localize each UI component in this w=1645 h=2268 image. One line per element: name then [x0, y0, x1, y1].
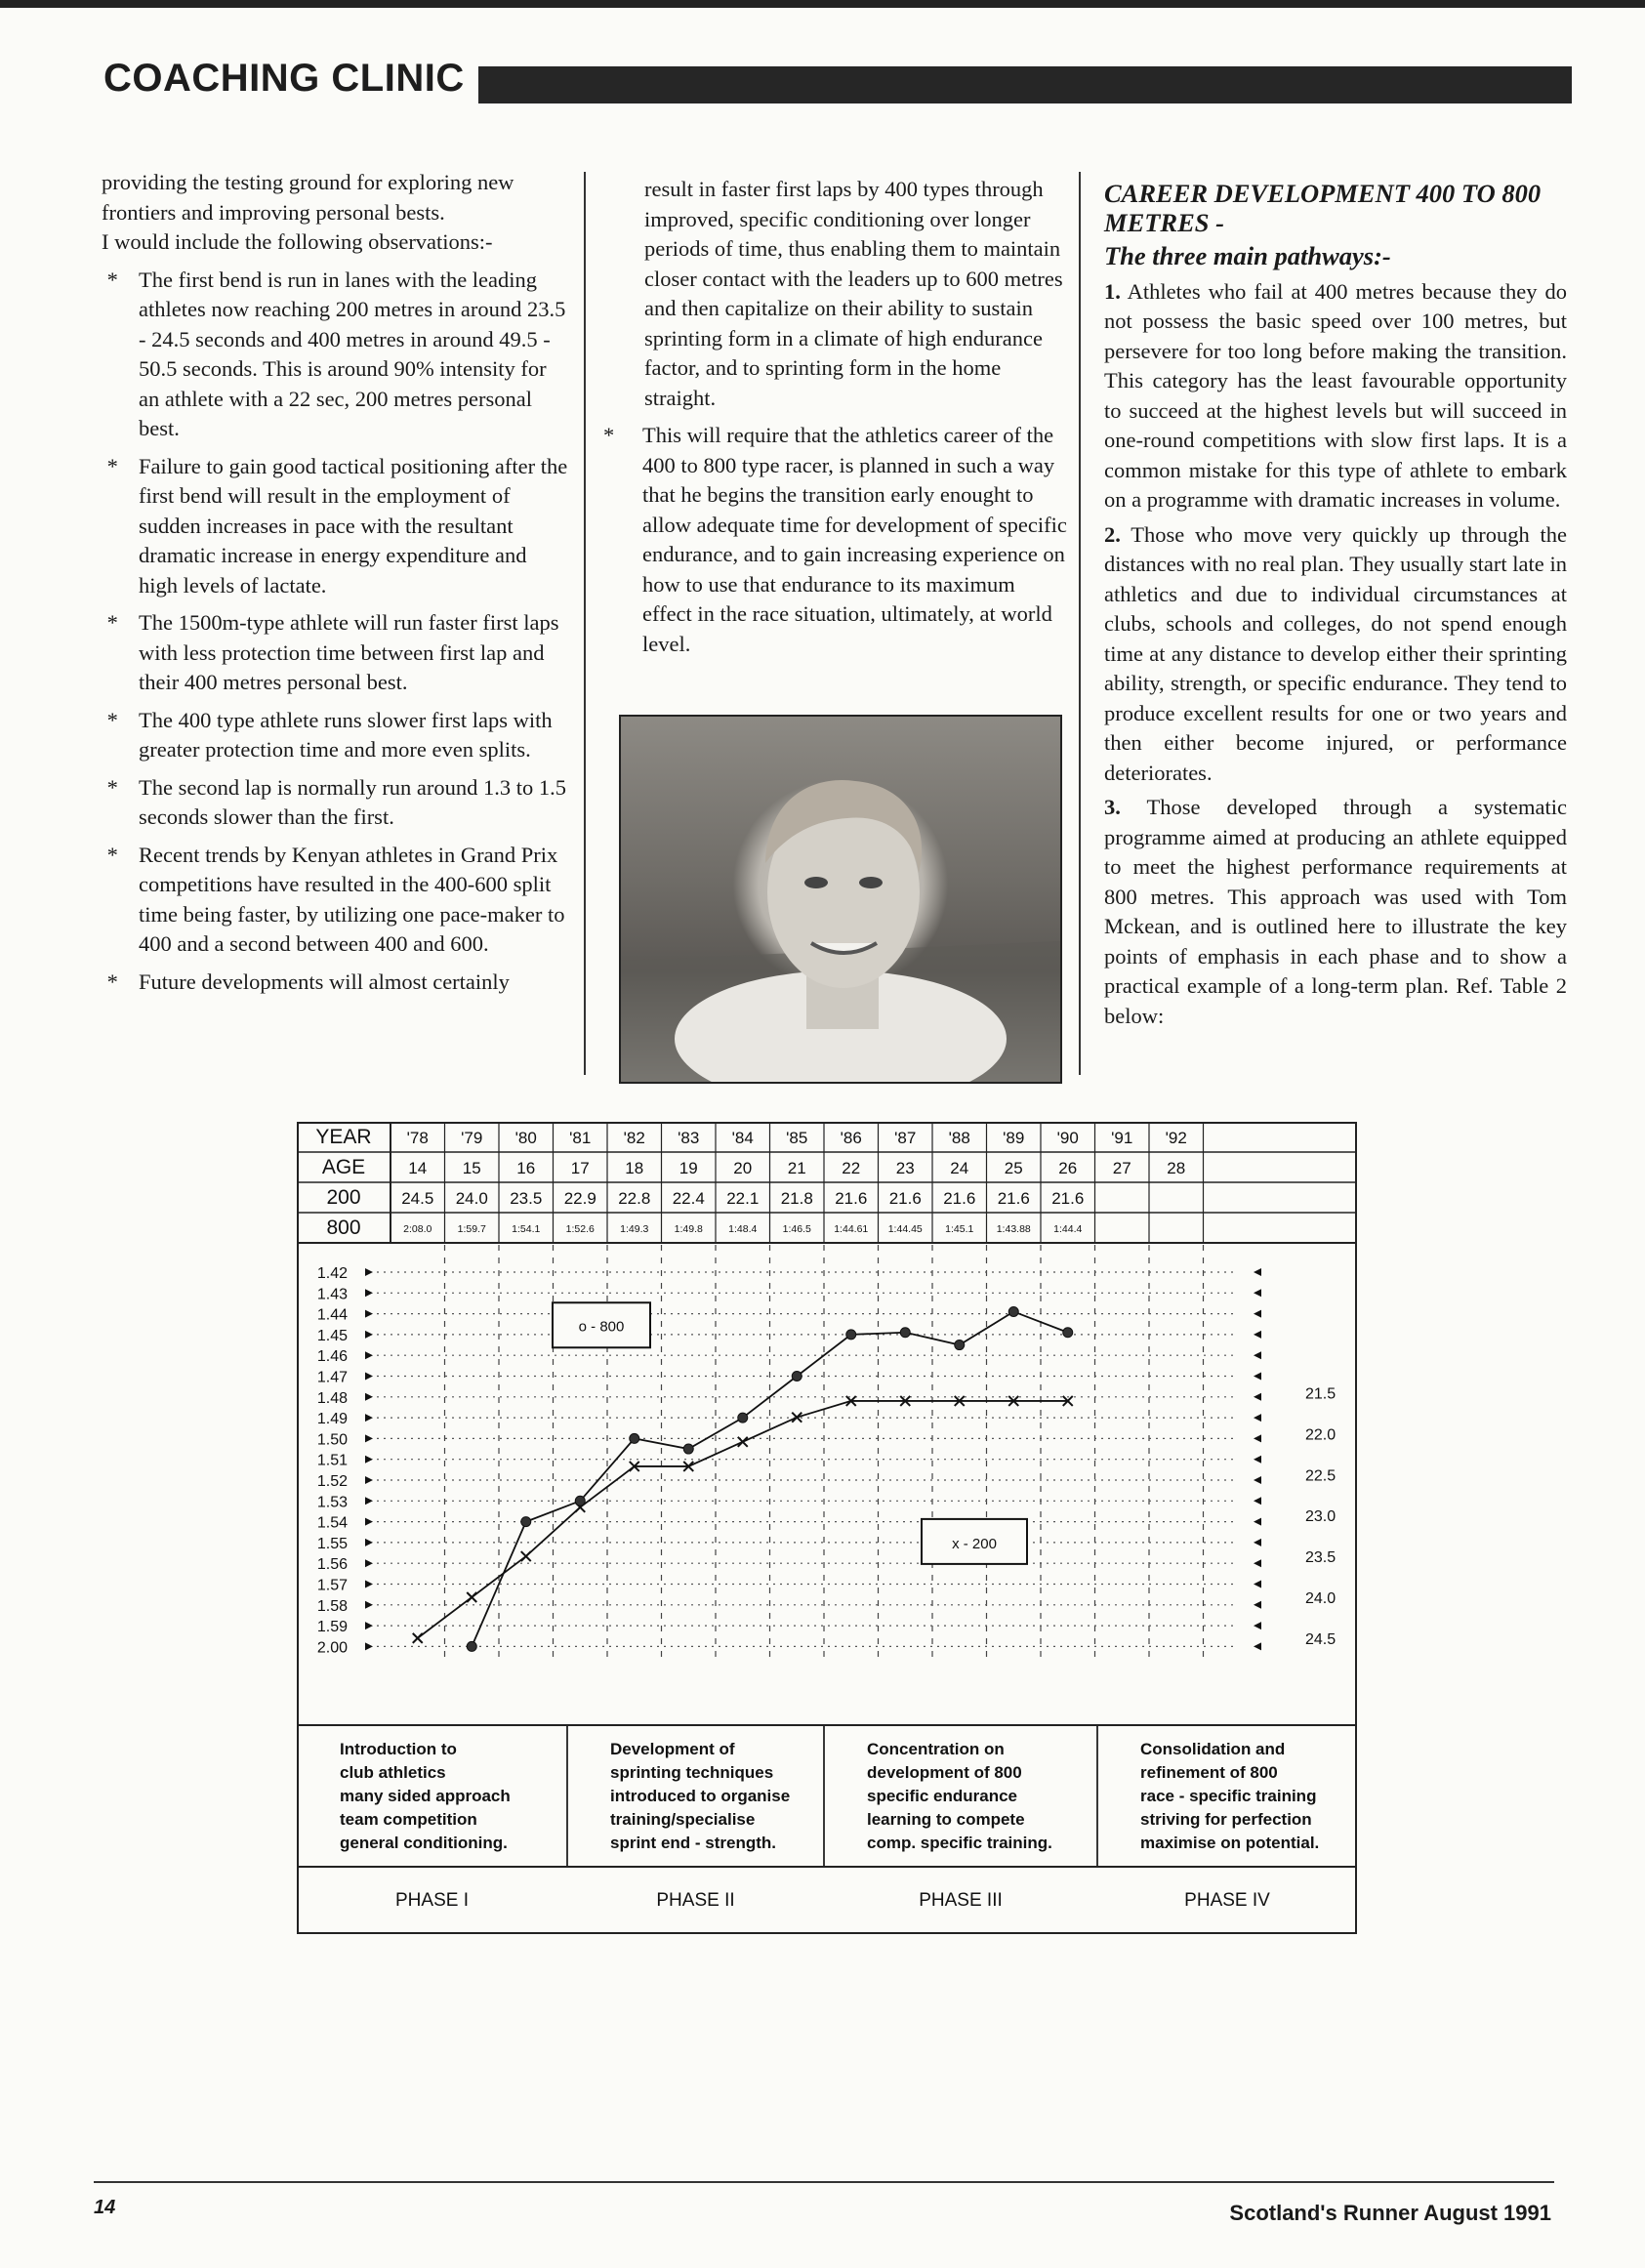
phase-description-line: Introduction to	[340, 1740, 457, 1758]
y-tick-arrow	[365, 1434, 373, 1442]
right-tick-arrow	[1254, 1351, 1261, 1359]
section-title: COACHING CLINIC	[103, 57, 465, 100]
year-cell: '84	[731, 1129, 754, 1147]
bullet-text: This will require that the athletics career of the 400 to 800 type racer, is planned in such a way that he begins the transition early enought to allow adequate time for development of specific endurance, and to gain increasing experience on how to use that endurance to its maximum effect in the race situation, ultimately, at world level.	[642, 423, 1067, 656]
year-cell: '90	[1056, 1129, 1079, 1147]
phase-label: PHASE I	[395, 1890, 469, 1911]
col1-intro	[102, 168, 570, 227]
series-800-marker	[1008, 1306, 1018, 1316]
column-rule	[1079, 172, 1081, 1075]
y-tick-label: 1.54	[316, 1514, 348, 1532]
t200-cell: 23.5	[510, 1189, 543, 1208]
phase-label: PHASE IV	[1184, 1890, 1270, 1911]
right-tick-arrow	[1254, 1331, 1261, 1339]
bullet-item	[102, 841, 570, 960]
right-tick-arrow	[1254, 1393, 1261, 1401]
pathway-paragraph	[1104, 520, 1567, 789]
right-tick-arrow	[1254, 1642, 1261, 1650]
pathway-paragraph	[1104, 793, 1567, 1031]
top-edge-band	[0, 0, 1645, 8]
series-200-marker	[467, 1592, 476, 1602]
phase-description-line: comp. specific training.	[867, 1834, 1052, 1852]
y-tick-arrow	[365, 1476, 373, 1484]
t200-cell: 24.0	[455, 1189, 488, 1208]
age-cell: 20	[733, 1159, 753, 1177]
series-200-marker	[738, 1437, 748, 1447]
right-tick-arrow	[1254, 1434, 1261, 1442]
asterisk-icon: *	[102, 969, 118, 994]
bullet-item	[603, 421, 1068, 659]
age-cell: 18	[625, 1159, 644, 1177]
y-tick-arrow	[365, 1289, 373, 1297]
phase-description-line: race - specific training	[1140, 1787, 1317, 1805]
bullet-item	[102, 706, 570, 765]
column-2	[603, 175, 1068, 667]
y-tick-arrow	[365, 1351, 373, 1359]
age-cell: 17	[570, 1159, 590, 1177]
pathway-number: 2.	[1104, 521, 1121, 547]
asterisk-icon: *	[102, 707, 118, 732]
col2-paragraph: result in faster first laps by 400 types through improved, specific conditioning over longer periods of time, thus enabling them to maintain closer contact with the leaders up to 600 metres and then capitalize on their ability to sustain sprinting form in a climate of high endurance factor, and to sprinting form in the home straight.	[644, 177, 1063, 410]
phase-description-line: striving for perfection	[1140, 1810, 1312, 1829]
phase-description	[1140, 1740, 1319, 1852]
phase-description-line: learning to compete	[867, 1810, 1025, 1829]
y-tick-label: 1.47	[316, 1369, 348, 1386]
bullet-item	[102, 968, 570, 998]
bullet-text: The 400 type athlete runs slower first laps with greater protection time and more even splits.	[139, 707, 553, 762]
series-800-marker	[900, 1328, 910, 1338]
asterisk-icon: *	[603, 423, 615, 447]
bullet-item	[102, 608, 570, 698]
column-3	[1104, 179, 1567, 1036]
t200-cell: 21.6	[888, 1189, 922, 1208]
age-cell: 21	[787, 1159, 806, 1177]
right-tick-arrow	[1254, 1373, 1261, 1381]
series-800-marker	[792, 1372, 802, 1381]
series-800-marker	[467, 1641, 476, 1651]
age-cell: 16	[516, 1159, 536, 1177]
table-row-label: 200	[326, 1186, 361, 1209]
y-tick-label: 1.51	[316, 1452, 348, 1469]
phase-description-line: maximise on potential.	[1140, 1834, 1320, 1852]
series-200-marker	[413, 1633, 423, 1643]
year-cell: '78	[406, 1129, 429, 1147]
t200-cell: 22.4	[672, 1189, 705, 1208]
series-800-marker	[846, 1330, 856, 1340]
phase-description-line: development of 800	[867, 1763, 1022, 1782]
right-tick-arrow	[1254, 1456, 1261, 1464]
t200-cell: 21.6	[835, 1189, 868, 1208]
y-tick-arrow	[365, 1497, 373, 1505]
t800-cell: 1:54.1	[512, 1223, 541, 1235]
table-row-label: 800	[326, 1216, 361, 1239]
right-tick-arrow	[1254, 1622, 1261, 1629]
pathway-text: Those who move very quickly up through the distances with no real plan. They usually start late in athletics and due to individual circumstances at clubs, schools and colleges, do not spend enough time at any distance to develop either their sprinting ability, strength, or specific endurance. They tend to produce excellent results for one or two years and then either become injured, or performance deteriorates.	[1104, 521, 1567, 785]
year-cell: '79	[461, 1129, 483, 1147]
phase-description	[340, 1740, 511, 1852]
bullet-text: The 1500m-type athlete will run faster first laps with less protection time between first lap and their 400 metres personal best.	[139, 610, 559, 694]
y-tick-arrow	[365, 1581, 373, 1588]
phase-description	[610, 1740, 790, 1852]
y-tick-arrow	[365, 1622, 373, 1629]
pathway-number: 3.	[1104, 795, 1121, 819]
right-axis-label: 23.0	[1305, 1508, 1337, 1526]
t200-cell: 21.8	[780, 1189, 813, 1208]
asterisk-icon: *	[102, 842, 118, 867]
series-200-marker	[521, 1551, 531, 1561]
y-tick-label: 1.49	[316, 1411, 348, 1428]
column-rule	[584, 172, 586, 1075]
y-tick-label: 1.42	[316, 1265, 348, 1282]
age-cell: 23	[895, 1159, 915, 1177]
right-tick-arrow	[1254, 1310, 1261, 1318]
asterisk-icon: *	[102, 610, 118, 635]
athlete-portrait-photo	[619, 715, 1062, 1084]
year-cell: '87	[894, 1129, 917, 1147]
phase-description-line: specific endurance	[867, 1787, 1018, 1805]
phase-label: PHASE II	[656, 1890, 735, 1911]
phase-description	[867, 1740, 1052, 1852]
intro-text: providing the testing ground for exploring new frontiers and improving personal bests.	[102, 170, 514, 225]
career-table-svg	[297, 1122, 1357, 1934]
y-tick-arrow	[365, 1456, 373, 1464]
series-800-marker	[630, 1433, 639, 1443]
right-axis-label: 24.5	[1305, 1630, 1337, 1648]
bullet-text: The second lap is normally run around 1.3 to 1.5 seconds slower than the first.	[139, 774, 567, 829]
phase-description-line: training/specialise	[610, 1810, 756, 1829]
article-subheading: The three main pathways:-	[1104, 241, 1391, 270]
phase-description-line: introduced to organise	[610, 1787, 791, 1805]
legend-800-label: o - 800	[578, 1318, 625, 1336]
phase-description-line: refinement of 800	[1140, 1763, 1278, 1782]
y-tick-label: 1.58	[316, 1597, 348, 1615]
age-cell: 25	[1004, 1159, 1023, 1177]
year-cell: '92	[1165, 1129, 1187, 1147]
right-axis-label: 21.5	[1305, 1385, 1337, 1403]
y-tick-label: 1.44	[316, 1306, 348, 1324]
t200-cell: 24.5	[401, 1189, 434, 1208]
phase-description-line: general conditioning.	[340, 1834, 508, 1852]
right-axis-label: 22.5	[1305, 1467, 1337, 1485]
right-axis-label: 23.5	[1305, 1549, 1337, 1567]
age-cell: 27	[1112, 1159, 1131, 1177]
y-tick-arrow	[365, 1518, 373, 1526]
t200-cell: 22.9	[563, 1189, 596, 1208]
age-cell: 26	[1058, 1159, 1078, 1177]
phase-description-line: Concentration on	[867, 1740, 1005, 1758]
y-tick-label: 1.46	[316, 1348, 348, 1366]
t800-cell: 1:52.6	[565, 1223, 595, 1235]
bullet-text: Future developments will almost certainly	[139, 969, 510, 994]
y-tick-arrow	[365, 1559, 373, 1567]
pathway-number: 1.	[1104, 278, 1121, 304]
t800-cell: 2:08.0	[403, 1223, 432, 1235]
year-cell: '83	[678, 1129, 700, 1147]
y-tick-label: 1.59	[316, 1619, 348, 1636]
pathway-paragraph	[1104, 277, 1567, 515]
table-row-label: YEAR	[315, 1126, 372, 1148]
y-tick-label: 1.43	[316, 1286, 348, 1303]
asterisk-icon: *	[102, 267, 118, 292]
age-cell: 28	[1167, 1159, 1186, 1177]
age-cell: 24	[950, 1159, 969, 1177]
t200-cell: 21.6	[997, 1189, 1030, 1208]
y-tick-label: 1.56	[316, 1556, 348, 1574]
t800-cell: 1:59.7	[457, 1223, 486, 1235]
bullet-item	[102, 266, 570, 444]
t800-cell: 1:49.3	[620, 1223, 649, 1235]
series-800-marker	[683, 1444, 693, 1454]
t800-cell: 1:44.61	[834, 1223, 869, 1235]
article-heading: CAREER DEVELOPMENT 400 TO 800 METRES -	[1104, 179, 1542, 237]
y-tick-arrow	[365, 1331, 373, 1339]
t200-cell: 21.6	[1051, 1189, 1085, 1208]
page-number: 14	[94, 2197, 116, 2218]
age-cell: 22	[842, 1159, 861, 1177]
series-800-marker	[575, 1496, 585, 1505]
age-cell: 15	[462, 1159, 481, 1177]
bullet-item	[102, 452, 570, 601]
age-cell: 14	[408, 1159, 428, 1177]
t200-cell: 21.6	[943, 1189, 976, 1208]
right-axis-label: 22.0	[1305, 1426, 1337, 1444]
series-200-marker	[792, 1413, 802, 1423]
t800-cell: 1:44.4	[1053, 1223, 1083, 1235]
year-cell: '85	[786, 1129, 808, 1147]
y-tick-label: 1.57	[316, 1577, 348, 1594]
bullet-text: The first bend is run in lanes with the leading athletes now reaching 200 metres in around 23.5 - 24.5 seconds and 400 metres in around 49.5 - 50.5 seconds. This is around 90% intensity for an athlete with a 22 sec, 200 metres personal best.	[139, 267, 566, 440]
career-table-chart	[297, 1122, 1357, 1934]
footer-rule	[94, 2181, 1554, 2183]
t800-cell: 1:46.5	[782, 1223, 811, 1235]
phase-description-line: Consolidation and	[1140, 1740, 1286, 1758]
right-axis-label: 24.0	[1305, 1589, 1337, 1607]
table-row-label: AGE	[321, 1156, 366, 1178]
t200-cell: 22.8	[618, 1189, 651, 1208]
col1-intro-2: I would include the following observations:-	[102, 229, 493, 254]
y-tick-label: 1.48	[316, 1389, 348, 1407]
portrait-illustration	[621, 717, 1060, 1082]
y-tick-arrow	[365, 1310, 373, 1318]
y-tick-label: 1.45	[316, 1327, 348, 1344]
y-tick-arrow	[365, 1393, 373, 1401]
age-cell: 19	[679, 1159, 698, 1177]
year-cell: '81	[569, 1129, 592, 1147]
asterisk-icon: *	[102, 453, 118, 478]
y-tick-arrow	[365, 1373, 373, 1381]
column-1	[102, 168, 570, 1005]
right-tick-arrow	[1254, 1268, 1261, 1276]
y-tick-label: 1.55	[316, 1535, 348, 1552]
right-tick-arrow	[1254, 1601, 1261, 1609]
y-tick-arrow	[365, 1268, 373, 1276]
phase-description-line: club athletics	[340, 1763, 446, 1782]
phase-description-line: sprinting techniques	[610, 1763, 774, 1782]
y-tick-label: 1.53	[316, 1494, 348, 1511]
right-tick-arrow	[1254, 1414, 1261, 1422]
series-800-marker	[738, 1413, 748, 1423]
y-tick-arrow	[365, 1601, 373, 1609]
y-tick-arrow	[365, 1414, 373, 1422]
y-tick-arrow	[365, 1539, 373, 1546]
series-800-marker	[1063, 1328, 1073, 1338]
phase-label: PHASE III	[919, 1890, 1003, 1911]
t800-cell: 1:43.88	[996, 1223, 1031, 1235]
phase-description-line: sprint end - strength.	[610, 1834, 776, 1852]
right-tick-arrow	[1254, 1518, 1261, 1526]
t800-cell: 1:48.4	[728, 1223, 758, 1235]
legend-200-label: x - 200	[952, 1535, 997, 1552]
right-tick-arrow	[1254, 1289, 1261, 1297]
right-tick-arrow	[1254, 1559, 1261, 1567]
year-cell: '89	[1003, 1129, 1025, 1147]
t200-cell: 22.1	[726, 1189, 760, 1208]
y-tick-label: 1.50	[316, 1431, 348, 1449]
t800-cell: 1:44.45	[887, 1223, 923, 1235]
year-cell: '82	[623, 1129, 645, 1147]
series-800-marker	[955, 1340, 965, 1350]
right-tick-arrow	[1254, 1539, 1261, 1546]
asterisk-icon: *	[102, 774, 118, 800]
pathway-text: Athletes who fail at 400 metres because they do not possess the basic speed over 100 metres, but persevere for too long before making the transition. This category has the least favourable opportunity to succeed at the highest levels but will succeed in one-round competitions with slow first laps. It is a common mistake for this type of athlete to embark on a programme with dramatic increases in volume.	[1104, 278, 1567, 512]
y-tick-label: 1.52	[316, 1473, 348, 1490]
bullet-item	[102, 773, 570, 833]
phase-description-line: many sided approach	[340, 1787, 511, 1805]
y-tick-arrow	[365, 1642, 373, 1650]
bullet-text: Recent trends by Kenyan athletes in Grand Prix competitions have resulted in the 400-600 split time being faster, by utilizing one pace-maker to 400 and a second between 400 and 600.	[139, 842, 565, 956]
year-cell: '86	[840, 1129, 862, 1147]
right-tick-arrow	[1254, 1581, 1261, 1588]
publication-line: Scotland's Runner August 1991	[1229, 2201, 1551, 2225]
series-800-marker	[521, 1517, 531, 1527]
t800-cell: 1:45.1	[945, 1223, 974, 1235]
header-bar	[478, 66, 1572, 103]
year-cell: '91	[1111, 1129, 1133, 1147]
year-cell: '88	[948, 1129, 970, 1147]
right-tick-arrow	[1254, 1497, 1261, 1505]
t800-cell: 1:49.8	[674, 1223, 703, 1235]
phase-description-line: Development of	[610, 1740, 735, 1758]
year-cell: '80	[514, 1129, 537, 1147]
pathway-text: Those developed through a systematic programme aimed at producing an athlete equipped to meet the highest performance requirements at 800 metres. This approach was used with Tom Mckean, and is outlined here to illustrate the key points of emphasis in each phase and to show a practical example of a long-term plan. Ref. Table 2 below:	[1104, 795, 1568, 1028]
y-tick-label: 2.00	[316, 1639, 348, 1657]
phase-description-line: team competition	[340, 1810, 477, 1829]
bullet-text: Failure to gain good tactical positioning after the first bend will result in the employment of sudden increases in pace with the resultant dramatic increase in energy expenditure and high levels of lactate.	[139, 453, 568, 598]
right-tick-arrow	[1254, 1476, 1261, 1484]
